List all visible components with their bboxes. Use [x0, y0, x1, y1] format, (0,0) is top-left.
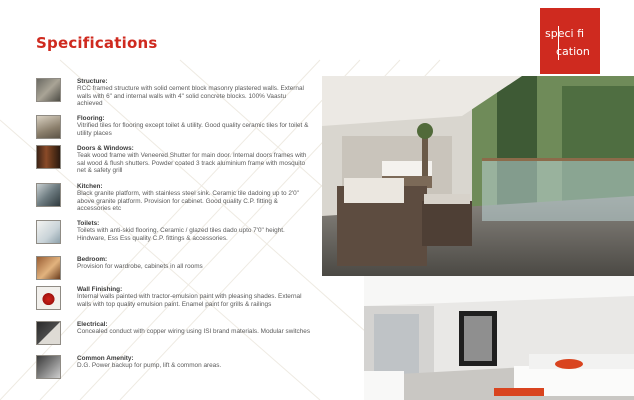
flooring-thumbnail	[36, 115, 61, 139]
electrical-thumbnail	[36, 321, 61, 345]
spec-wall-finishing-desc: Internal walls painted with tractor-emulsion paint with pleasing shades. External walls with top quality emulsion paint. Enamel paint for grills & railings	[77, 293, 302, 308]
spec-doors-windows-title: Doors & Windows:	[77, 145, 134, 152]
kitchen-thumbnail	[36, 183, 61, 207]
spec-structure-title: Structure:	[77, 78, 108, 85]
bedroom-thumbnail	[36, 256, 61, 280]
page-title: Specifications	[36, 34, 158, 52]
spec-kitchen-title: Kitchen:	[77, 183, 103, 190]
badge-line-1: speci fi	[545, 27, 585, 40]
spec-toilets-desc: Toilets with anti-skid flooring. Ceramic / glazed tiles dado upto 7'0" height. Hindware, Ess Ess quality C.P. fittings & accessories.	[77, 227, 285, 242]
spec-doors-windows-desc: Teak wood frame with Veneered Shutter for main door. Internal doors frames with sal wood & flush shutters. Powder coated 3 track aluminium frame with mosquito net & safety grill	[77, 152, 307, 175]
balcony-lounge-photo	[322, 76, 634, 276]
white-living-room-photo	[364, 276, 634, 400]
common-amenity-thumbnail	[36, 355, 61, 379]
spec-structure-desc: RCC framed structure with solid cement block masonry plastered walls. External walls with 6" and internal walls with 4" solid concrete blocks. 100% Vaastu achieved	[77, 85, 304, 108]
spec-bedroom-title: Bedroom:	[77, 256, 108, 263]
structure-thumbnail	[36, 78, 61, 102]
wall-finishing-thumbnail	[36, 286, 61, 310]
badge-line-2: cation	[556, 45, 590, 58]
spec-kitchen-desc: Black granite platform, with stainless steel sink. Ceramic tile dadoing up to 2'0" above granite platform. Provision for cabinet. Good quality C.P. fitting & accessories etc	[77, 190, 299, 213]
spec-flooring-desc: Vitrified tiles for flooring except toilet & utility. Good quality ceramic tiles for toilet & utility places	[77, 122, 309, 137]
spec-wall-finishing-title: Wall Finishing:	[77, 286, 123, 293]
spec-electrical-title: Electrical:	[77, 321, 108, 328]
spec-common-amenity-desc: D.G. Power backup for pump, lift & common areas.	[77, 362, 222, 370]
spec-flooring-title: Flooring:	[77, 115, 105, 122]
toilets-thumbnail	[36, 220, 61, 244]
specification-badge	[540, 8, 600, 74]
doors-windows-thumbnail	[36, 145, 61, 169]
spec-toilets-title: Toilets:	[77, 220, 100, 227]
spec-bedroom-desc: Provision for wardrobe, cabinets in all rooms	[77, 263, 203, 271]
spec-electrical-desc: Concealed conduct with copper wiring using ISI brand materials. Modular switches	[77, 328, 311, 336]
spec-common-amenity-title: Common Amenity:	[77, 355, 134, 362]
